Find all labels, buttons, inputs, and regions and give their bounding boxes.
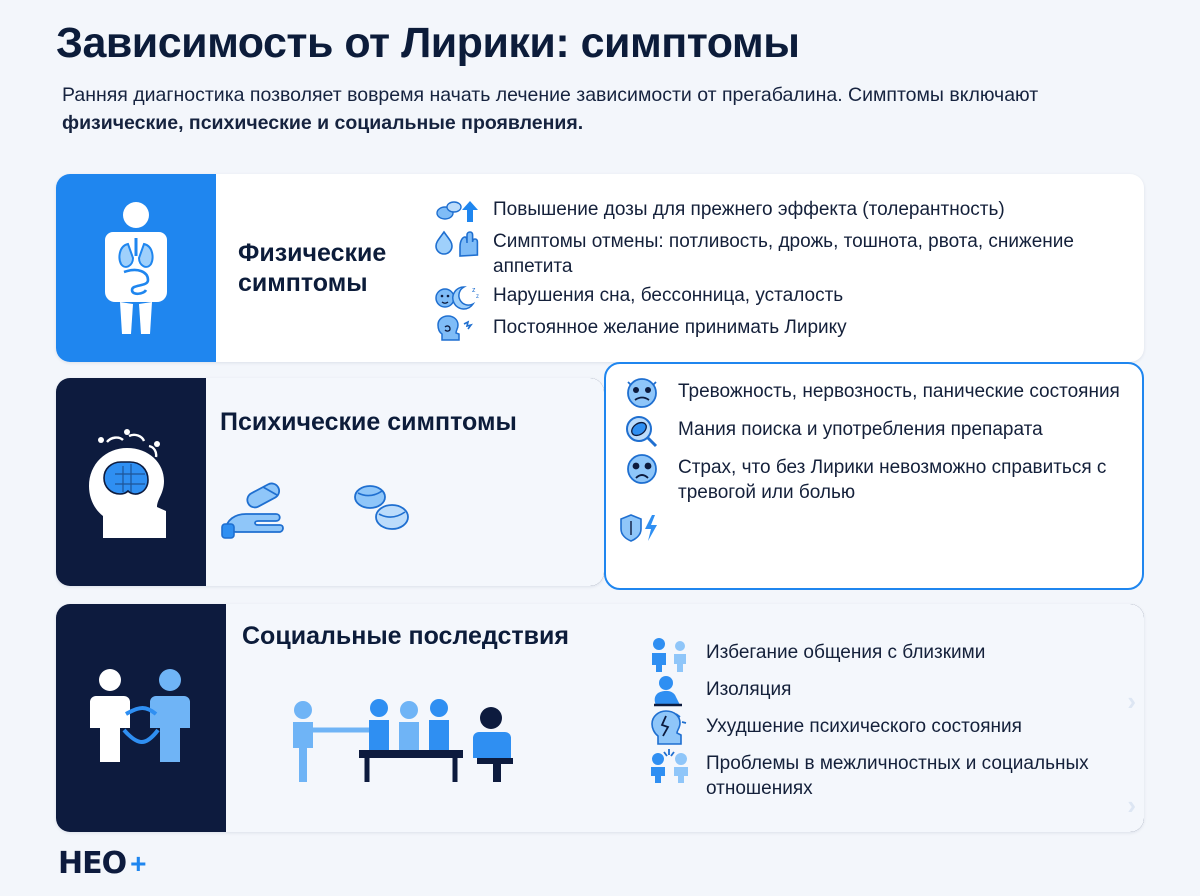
head-craving-icon bbox=[431, 314, 483, 344]
bullet-text: Проблемы в межличностных и социальных отношениях bbox=[706, 752, 1089, 799]
bullet-item bbox=[644, 750, 1134, 801]
card-heading-psychic: Психические симптомы bbox=[220, 408, 517, 436]
bullet-item bbox=[431, 314, 1128, 344]
human-body-organs-icon bbox=[56, 174, 216, 362]
sweat-drop-tremor-hand-icon bbox=[431, 228, 483, 258]
fearful-face-icon bbox=[616, 454, 668, 484]
bullet-text: Страх, что без Лирики невозможно справиться с тревогой или болью bbox=[678, 457, 1107, 503]
card-psychic-symptoms bbox=[56, 378, 604, 586]
card-social-consequences bbox=[56, 604, 1144, 832]
page-title: Зависимость от Лирики: симптомы bbox=[56, 19, 800, 67]
tablets-icon bbox=[340, 481, 420, 542]
sitting-alone-icon bbox=[644, 676, 696, 706]
pills-up-arrow-icon bbox=[431, 196, 483, 226]
bullet-item bbox=[431, 282, 1128, 312]
bullet-item bbox=[616, 416, 1128, 446]
bullet-item bbox=[644, 676, 1134, 706]
bullet-list-physical bbox=[431, 174, 1144, 362]
logo-plus: + bbox=[130, 847, 147, 879]
bullet-item bbox=[644, 713, 1134, 743]
argument-people-icon bbox=[644, 750, 696, 780]
logo-word: НЕО bbox=[58, 846, 127, 881]
page-subtitle bbox=[62, 81, 1144, 138]
group-of-people-icon bbox=[226, 651, 644, 832]
card-heading-social: Социальные последствия bbox=[242, 622, 569, 650]
shield-lightning-icon bbox=[616, 513, 668, 543]
svg-text:z: z bbox=[476, 293, 479, 300]
card-heading-physical: Физические симптомы bbox=[238, 239, 387, 297]
head-cracked-icon bbox=[644, 713, 696, 743]
svg-text:z: z bbox=[472, 286, 476, 294]
avoiding-contact-icon bbox=[644, 639, 696, 669]
bullet-item bbox=[644, 639, 1134, 669]
hand-capsule-icon bbox=[220, 478, 316, 545]
sleep-moon-zzz-icon bbox=[431, 282, 483, 312]
card-physical-symptoms bbox=[56, 174, 1144, 362]
bullet-item bbox=[616, 378, 1128, 408]
bullet-item bbox=[431, 228, 1128, 279]
chevron-right-icon: › bbox=[1127, 686, 1136, 716]
anxious-face-icon bbox=[616, 378, 668, 408]
bullet-text: Мания поиска и употребления препарата bbox=[678, 419, 1043, 440]
bullet-item bbox=[431, 196, 1128, 226]
bullet-list-social bbox=[644, 604, 1144, 832]
bullet-text: Симптомы отмены: потливость, дрожь, тошнота, рвота, снижение аппетита bbox=[493, 231, 1074, 277]
bullet-item bbox=[616, 513, 1128, 543]
two-people-conflict-icon bbox=[56, 604, 226, 832]
bullet-text: Нарушения сна, бессонница, усталость bbox=[493, 284, 844, 306]
bullet-text: Тревожность, нервозность, панические состояния bbox=[678, 381, 1120, 402]
magnifier-pill-search-icon bbox=[616, 416, 668, 446]
bullet-text: Повышение дозы для прежнего эффекта (толерантность) bbox=[493, 199, 1005, 221]
head-brain-icon bbox=[56, 378, 206, 586]
bullet-list-psychic bbox=[604, 362, 1144, 590]
brand-logo bbox=[58, 846, 146, 881]
subtitle-emphasis: физические, психические и социальные проявления. bbox=[62, 112, 584, 134]
bullet-text: Избегание общения с близкими bbox=[706, 641, 986, 663]
chevron-right-icon: › bbox=[1127, 790, 1136, 820]
bullet-text: Изоляция bbox=[706, 678, 792, 700]
bullet-text: Ухудшение психического состояния bbox=[706, 715, 1022, 737]
subtitle-text: Ранняя диагностика позволяет вовремя начать лечение зависимости от прегабалина. Симптомы включают bbox=[62, 83, 1039, 106]
bullet-item bbox=[616, 454, 1128, 505]
bullet-text: Постоянное желание принимать Лирику bbox=[493, 316, 847, 338]
